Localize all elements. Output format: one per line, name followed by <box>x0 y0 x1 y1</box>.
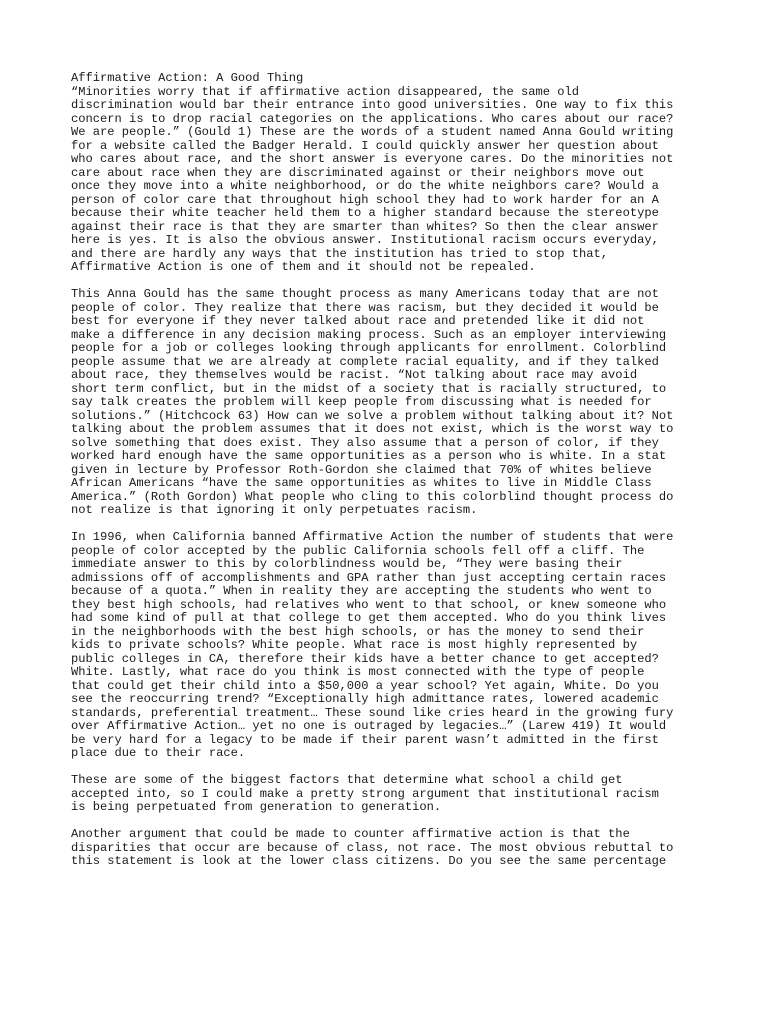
paragraph-5: Another argument that could be made to counter affirmative action is that the disparities that occur are because of class, not race. The most obvious rebuttal to this statement is look at the lower class citizens. Do you see the same percentage <box>71 827 674 868</box>
paragraph-2: This Anna Gould has the same thought process as many Americans today that are not people of color. They realize that there was racism, but they decided it would be best for everyone if they never talked about race and pretended like it did not make a difference in any decision making process. Such as an employer interviewing people for a job or colleges looking through applicants for enrollment. Colorblind people assume that we are already at complete racial equality, and if they talked about race, they themselves would be racist. “Not talking about race may avoid short term conflict, but in the midst of a society that is racially structured, to say talk creates the problem will keep people from discussing what is needed for solutions.” (Hitchcock 63) How can we solve a problem without talking about it? Not talking about the problem assumes that it does not exist, which is the worst way to solve something that does exist. They also assume that a person of color, if they worked hard enough have the same opportunities as a person who is white. In a stat given in lecture by Professor Roth-Gordon she claimed that 70% of whites believe African Americans “have the same opportunities as whites to live in Middle Class America.” (Roth Gordon) What people who cling to this colorblind thought process do not realize is that ignoring it only perpetuates racism. <box>71 287 674 517</box>
document-title: Affirmative Action: A Good Thing <box>71 71 304 85</box>
document-body <box>71 72 701 882</box>
paragraph-1: “Minorities worry that if affirmative action disappeared, the same old discrimination would bar their entrance into good universities. One way to fix this concern is to drop racial categories on the applications. Who cares about our race? We are people.” (Gould 1) These are the words of a student named Anna Gould writing for a website called the Badger Herald. I could quickly answer her question about who cares about race, and the short answer is everyone cares. Do the minorities not care about race when they are discriminated against or their neighbors move out once they move into a white neighborhood, or do the white neighbors care? Would a person of color care that throughout high school they had to work harder for an A because their white teacher held them to a higher standard because the stereotype against their race is that they are smarter than whites? So then the clear answer here is yes. It is also the obvious answer. Institutional racism occurs everyday, and there are hardly any ways that the institution has tried to stop that, Affirmative Action is one of them and it should not be repealed. <box>71 84 674 274</box>
paragraph-3: In 1996, when California banned Affirmative Action the number of students that were people of color accepted by the public California schools fell off a cliff. The immediate answer to this by colorblindness would be, “They were basing their admissions off of accomplishments and GPA rather than just accepting certain races because of a quota.” When in reality they are accepting the students who went to they best high schools, had relatives who went to that school, or knew someone who had some kind of pull at that college to get them accepted. Who do you think lives in the neighborhoods with the best high schools, or has the money to send their kids to private schools? White people. What race is most highly represented by public colleges in CA, therefore their kids have a better chance to get accepted? White. Lastly, what race do you think is most connected with the type of people that could get their child into a $50,000 a year school? Yet again, White. Do you see the reoccurring trend? “Exceptionally high admittance rates, lowered academic standards, preferential treatment… These sound like cries heard in the growing fury over Affirmative Action… yet no one is outraged by legacies…” (Larew 419) It would be very hard for a legacy to be made if their parent wasn’t admitted in the first place due to their race. <box>71 530 674 760</box>
paragraph-4: These are some of the biggest factors that determine what school a child get accepted into, so I could make a pretty strong argument that institutional racism is being perpetuated from generation to generation. <box>71 773 659 814</box>
